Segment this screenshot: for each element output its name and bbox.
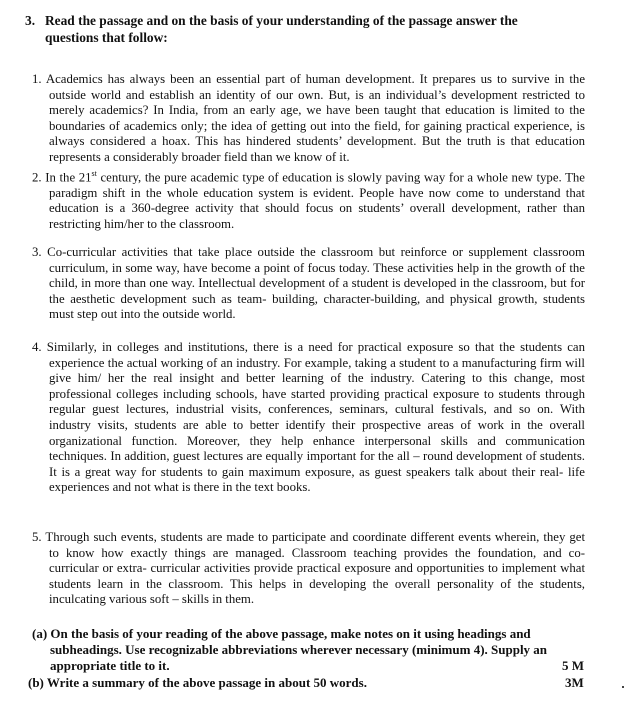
question-heading — [25, 12, 585, 46]
subquestion-text: Write a summary of the above passage in about 50 words. — [46, 675, 367, 690]
question-heading-line1: Read the passage and on the basis of your understanding of the passage answer the — [45, 13, 518, 28]
paragraph-number: 1. — [32, 72, 42, 86]
question-heading-line2: questions that follow: — [45, 30, 168, 45]
paragraph-text: Similarly, in colleges and institutions, there is a need for practical exposure so that the students can experience the actual working of an industry. For example, taking a student to a manufacturing firm will give him/ her the real insight and better learning of the industry. Catering to this change, most professional colleges including schools, have started providing practical exposure to students through regular guest lectures, industrial visits, conferences, seminars, cultural festivals, and so on. With industry visits, students are able to better identify their prospective areas of work in the overall organizational function. Moreover, they help enhance interpersonal skills and communication techniques. In addition, guest lectures are equally important for the all – round development of students. It is a great way for students to gain maximum exposure, as guest speakers talk about their real- life experiences and not what is there in the text books. — [46, 340, 585, 495]
passage-paragraph-4 — [32, 340, 585, 496]
subquestion-text: On the basis of your reading of the above passage, make notes on it using headings and subheadings. Use recognizable abbreviations wherever necessary (minimum 4). Supply an appropriate title to it. — [50, 626, 548, 673]
paragraph-text: Academics has always been an essential part of human development. It prepares us to survive in the outside world and establish an identity of our own. But, is an individual’s development restricted to merely academics? In India, from an early age, we have been taught that education is limited to the boundaries of academics only; the idea of getting out into the field, for gaining practical experience, is always considered a hoax. This has hindered students’ development. But the truth is that education represents a considerably broader field than we know of it. — [45, 72, 585, 164]
ordinal-superscript: st — [91, 169, 97, 178]
paragraph-text: Through such events, students are made to participate and coordinate different events wherein, they get to know how exactly things are managed. Classroom teaching provides the foundation, and co-curricular or extra- curricular activities provide practical exposure and opportunities to implement what students learn in the classroom. This helps in developing the overall personality of the students, inculcating various soft – skills in them. — [45, 530, 586, 607]
question-number: 3. — [25, 13, 36, 28]
marks-a: 5 M — [562, 658, 585, 673]
passage-paragraph-2 — [32, 166, 585, 233]
paragraph-number: 2. — [32, 170, 42, 185]
subquestion-a — [32, 626, 552, 674]
passage-paragraph-1 — [32, 72, 585, 166]
subquestion-b — [28, 675, 548, 691]
subquestion-label: (a) — [32, 626, 48, 641]
marks-b: 3M — [565, 675, 584, 690]
stray-dot — [622, 686, 624, 688]
paragraph-text-start: In the 21 — [45, 170, 92, 185]
paragraph-number: 3. — [32, 245, 42, 259]
paragraph-text-rest: century, the pure academic type of education is slowly paving way for a whole new type. The paradigm shift in the whole education system is evident. People have now come to understand that education is a 360-degree activity that should focus on students’ overall development, rather than restricting him/her to the classroom. — [49, 170, 585, 232]
paragraph-number: 5. — [32, 530, 42, 544]
paragraph-number: 4. — [32, 340, 42, 354]
passage-paragraph-3 — [32, 245, 585, 323]
passage-paragraph-5 — [32, 530, 585, 608]
paragraph-text: Co-curricular activities that take place outside the classroom but reinforce or supplement classroom curriculum, in some way, have become a point of focus today. These activities help in the growth of the child, in more than one way. Intellectual development of a student is developed in the classroom, but for the aesthetic development such as team- building, character-building, and physical growth, students must step out into the outside world. — [47, 245, 585, 322]
subquestion-label: (b) — [28, 675, 44, 690]
